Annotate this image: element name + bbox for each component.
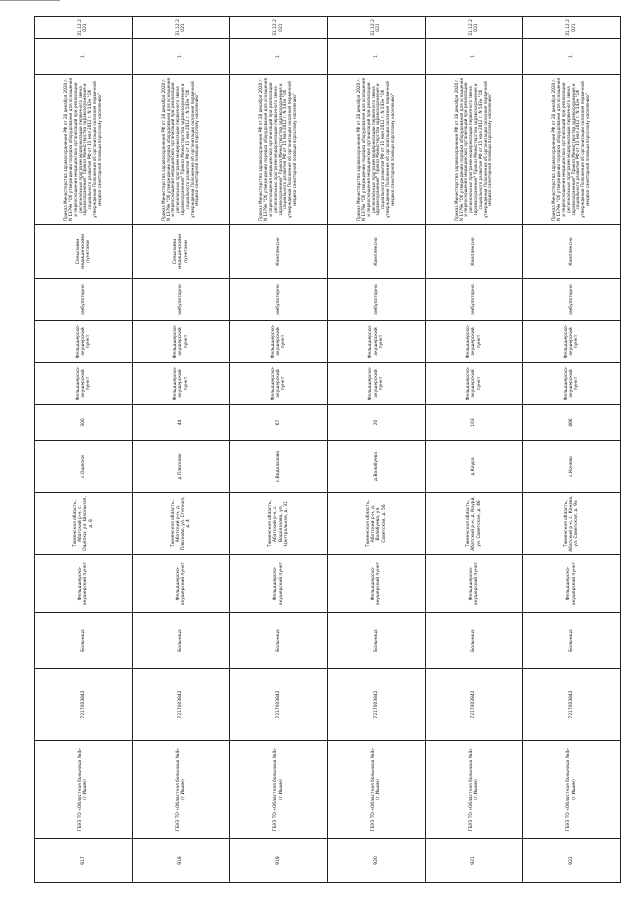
care-form: амбулаторно (230, 279, 328, 321)
care-route: Сельскими медицинскими пунктами (132, 225, 230, 279)
inn: 7217003842 (523, 669, 621, 741)
quantity: 1 (425, 39, 523, 75)
address: Тюменская область, Абатский р-н, д. Коурй, ул. Советская, д. 46 (425, 493, 523, 555)
inn: 7217003842 (425, 669, 523, 741)
population: 44 (132, 405, 230, 441)
unit-type: Фельдшерско-акушерский пункт (425, 555, 523, 613)
deadline: 31.12.2021 (35, 17, 133, 39)
unit-type: Фельдшерско-акушерский пункт (35, 555, 133, 613)
unit-type: Фельдшерско-акушерский пункт (327, 555, 425, 613)
unit-type: Фельдшерско-акушерский пункт (132, 555, 230, 613)
facility-type: Фельдшерско-акушерский пункт (35, 363, 133, 405)
address: Тюменская область, Абатский р-н, с. Ощепки, ул. Школьная, д. 8 (35, 493, 133, 555)
row-number: 917 (35, 839, 133, 883)
legal-basis: Приказ Министерства здравоохранения РФ от 28 декабря 2020 г. N 1379н "Об утверждении порядка оборудования для оснащения и переоснащения медицинских организаций при реализации региональных программ модернизации первичного звена здравоохранения" Приказ Министерства здравоохранения и социального развития РФ от 15 мая 2012 г. N 543н "Об утверждении Положения об организации оказания первичной медико-санитарной помощи взрослому населению" (230, 75, 328, 225)
facility-type: Фельдшерско-акушерский пункт (230, 363, 328, 405)
org-kind: Больница (523, 613, 621, 669)
care-form: амбулаторно (523, 279, 621, 321)
facility-type-target: Фельдшерско-акушерский пункт (35, 321, 133, 363)
quantity: 1 (523, 39, 621, 75)
deadline: 31.12.2021 (425, 17, 523, 39)
unit-type: Фельдшерско-акушерский пункт (523, 555, 621, 613)
facility-type-target: Фельдшерско-акушерский пункт (327, 321, 425, 363)
care-route: Комплексно (327, 225, 425, 279)
facility-type-target: Фельдшерско-акушерский пункт (425, 321, 523, 363)
population: 67 (230, 405, 328, 441)
row-number: 922 (523, 839, 621, 883)
quantity: 1 (35, 39, 133, 75)
facility-type: Фельдшерско-акушерский пункт (132, 363, 230, 405)
care-form: амбулаторно (132, 279, 230, 321)
quantity: 1 (230, 39, 328, 75)
unit-type: Фельдшерско-акушерский пункт (230, 555, 328, 613)
legal-basis: Приказ Министерства здравоохранения РФ от 28 декабря 2020 г. N 1379н "Об утверждении порядка оборудования для оснащения и переоснащения медицинских организаций при реализации региональных программ модернизации первичного звена здравоохранения" Приказ Министерства здравоохранения и социального развития РФ от 15 мая 2012 г. N 543н "Об утверждении Положения об организации оказания первичной медико-санитарной помощи взрослому населению" (35, 75, 133, 225)
table-row (523, 17, 621, 883)
legal-basis: Приказ Министерства здравоохранения РФ от 28 декабря 2020 г. N 1379н "Об утверждении порядка оборудования для оснащения и переоснащения медицинских организаций при реализации региональных программ модернизации первичного звена здравоохранения" Приказ Министерства здравоохранения и социального развития РФ от 15 мая 2012 г. N 543н "Об утверждении Положения об организации оказания первичной медико-санитарной помощи взрослому населению" (327, 75, 425, 225)
org-kind: Больница (425, 613, 523, 669)
organization: ГБУЗ ТО «Областная больница №4» (г.Ишим) (230, 741, 328, 839)
care-route: Комплексно (523, 225, 621, 279)
register-table (34, 16, 621, 883)
rotated-table-wrapper (34, 17, 621, 883)
locality: с.Водолазово (230, 441, 328, 493)
care-route: Комплексно (425, 225, 523, 279)
facility-type: Фельдшерско-акушерский пункт (523, 363, 621, 405)
locality: с.Ощепки (35, 441, 133, 493)
locality: д.Коура (425, 441, 523, 493)
care-form: амбулаторно (425, 279, 523, 321)
inn: 7217003842 (327, 669, 425, 741)
table-row (425, 17, 523, 883)
facility-type-target: Фельдшерско-акушерский пункт (230, 321, 328, 363)
locality: с.Конево (523, 441, 621, 493)
org-kind: Больница (132, 613, 230, 669)
facility-type-target: Фельдшерско-акушерский пункт (523, 321, 621, 363)
table-row (230, 17, 328, 883)
care-form: амбулаторно (327, 279, 425, 321)
organization: ГБУЗ ТО «Областная больница №4» (г.Ишим) (132, 741, 230, 839)
row-number: 918 (132, 839, 230, 883)
organization: ГБУЗ ТО «Областная больница №4» (г.Ишим) (425, 741, 523, 839)
org-kind: Больница (230, 613, 328, 669)
population: 103 (425, 405, 523, 441)
facility-type: Фельдшерско-акушерский пункт (327, 363, 425, 405)
population: 300 (35, 405, 133, 441)
legal-basis: Приказ Министерства здравоохранения РФ от 28 декабря 2020 г. N 1379н "Об утверждении порядка оборудования для оснащения и переоснащения медицинских организаций при реализации региональных программ модернизации первичного звена здравоохранения" Приказ Министерства здравоохранения и социального развития РФ от 15 мая 2012 г. N 543н "Об утверждении Положения об организации оказания первичной медико-санитарной помощи взрослому населению" (132, 75, 230, 225)
quantity: 1 (327, 39, 425, 75)
address: Тюменская область, Абатский р-н, с. Конево, ул. Советская, д. 9а (523, 493, 621, 555)
facility-type: Фельдшерско-акушерский пункт (425, 363, 523, 405)
deadline: 31.12.2021 (523, 17, 621, 39)
locality: д.Плосково (132, 441, 230, 493)
inn: 7217003842 (230, 669, 328, 741)
quantity: 1 (132, 39, 230, 75)
care-route: Комплексно (230, 225, 328, 279)
organization: ГБУЗ ТО «Областная больница №4» (г.Ишим) (327, 741, 425, 839)
deadline: 31.12.2021 (132, 17, 230, 39)
address: Тюменская область, Абатский р-н, с. Водолазово, ул. Центральная, д. 31 (230, 493, 328, 555)
address: Тюменская область, Абатский р-н, д. Волобуева, ул. Советская, д. 5б (327, 493, 425, 555)
care-route: Сельскими медицинскими пунктами (35, 225, 133, 279)
org-kind: Больница (35, 613, 133, 669)
inn: 7217003842 (35, 669, 133, 741)
row-number: 919 (230, 839, 328, 883)
population: 466 (523, 405, 621, 441)
deadline: 31.12.2021 (327, 17, 425, 39)
legal-basis: Приказ Министерства здравоохранения РФ от 28 декабря 2020 г. N 1379н "Об утверждении порядка оборудования для оснащения и переоснащения медицинских организаций при реализации региональных программ модернизации первичного звена здравоохранения" Приказ Министерства здравоохранения и социального развития РФ от 15 мая 2012 г. N 543н "Об утверждении Положения об организации оказания первичной медико-санитарной помощи взрослому населению" (523, 75, 621, 225)
row-number: 921 (425, 839, 523, 883)
facility-type-target: Фельдшерско-акушерский пункт (132, 321, 230, 363)
org-kind: Больница (327, 613, 425, 669)
deadline: 31.12.2021 (230, 17, 328, 39)
address: Тюменская область, Абатский р-н, д. Плосково, ул. Степная, д. 4 (132, 493, 230, 555)
inn: 7217003842 (132, 669, 230, 741)
population: 20 (327, 405, 425, 441)
row-number: 920 (327, 839, 425, 883)
locality: д.Волобуева (327, 441, 425, 493)
table-row (327, 17, 425, 883)
legal-basis: Приказ Министерства здравоохранения РФ от 28 декабря 2020 г. N 1379н "Об утверждении порядка оборудования для оснащения и переоснащения медицинских организаций при реализации региональных программ модернизации первичного звена здравоохранения" Приказ Министерства здравоохранения и социального развития РФ от 15 мая 2012 г. N 543н "Об утверждении Положения об организации оказания первичной медико-санитарной помощи взрослому населению" (425, 75, 523, 225)
scan-edge-mark (0, 0, 60, 1)
table-row (35, 17, 133, 883)
care-form: амбулаторно (35, 279, 133, 321)
table-row (132, 17, 230, 883)
organization: ГБУЗ ТО «Областная больница №4» (г.Ишим) (523, 741, 621, 839)
organization: ГБУЗ ТО «Областная больница №4» (г.Ишим) (35, 741, 133, 839)
